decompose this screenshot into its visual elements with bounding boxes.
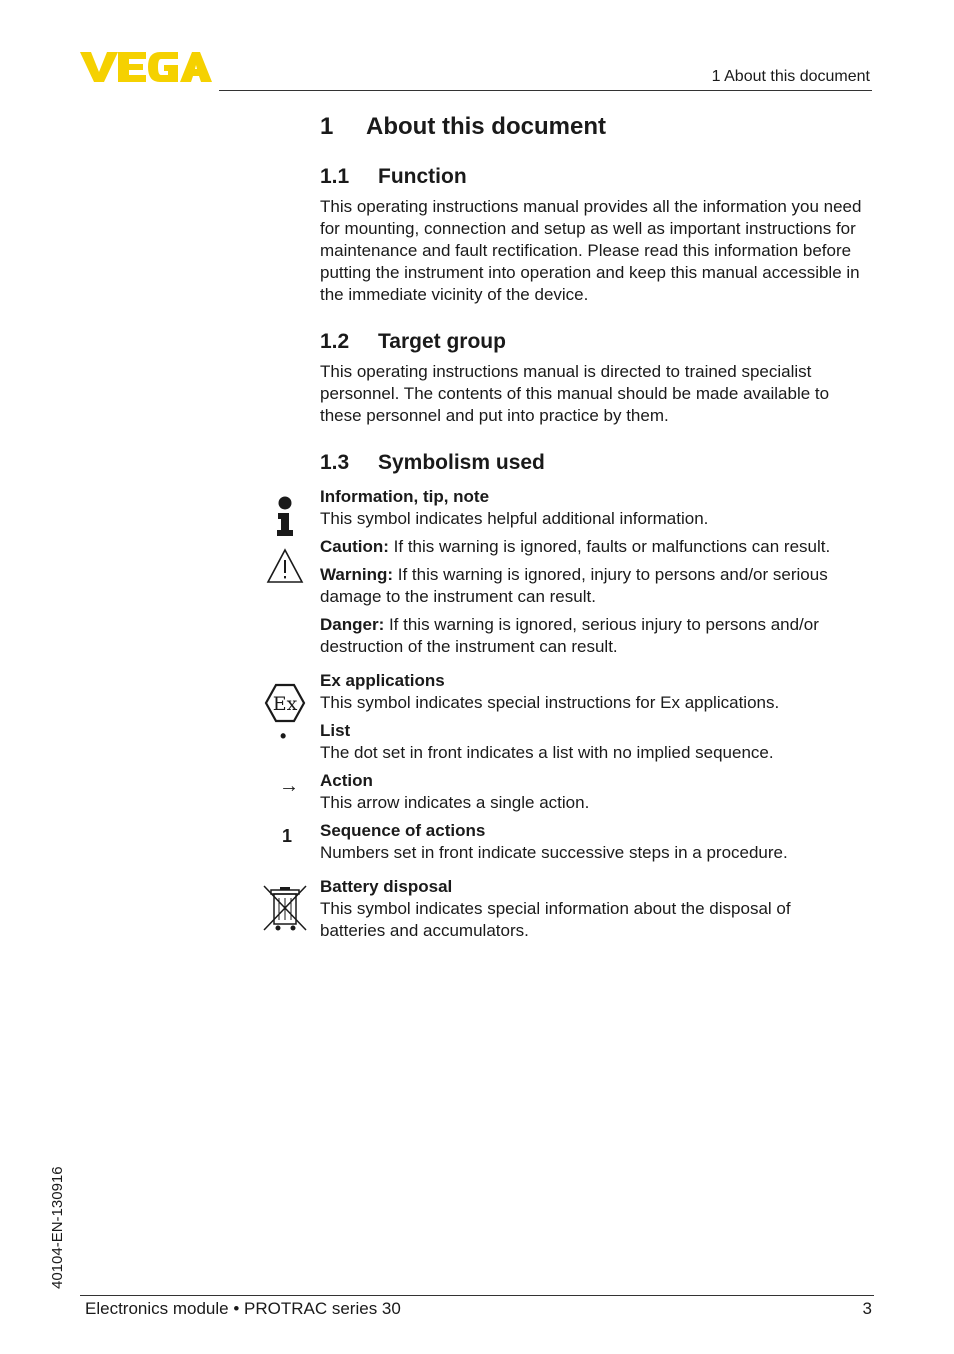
ex-icon (264, 683, 306, 723)
symbol-action: Action This arrow indicates a single action. (320, 771, 590, 812)
symbol-warning: Warning: If this warning is ignored, injury to persons and/or serious damage to the instrument can result. (320, 565, 828, 606)
section-heading: 1.3 Symbolism used (320, 451, 545, 474)
footer-product: Electronics module • PROTRAC series 30 (85, 1299, 401, 1318)
main-content (320, 112, 880, 948)
section-heading: 1.1 Function (320, 165, 467, 188)
info-icon (274, 496, 296, 538)
document-id: 40104-EN-130916 (49, 1166, 66, 1289)
chapter-number: 1 (320, 113, 334, 140)
footer-rule (80, 1295, 874, 1296)
page-number: 3 (862, 1299, 872, 1318)
warning-triangle-icon (266, 548, 304, 584)
symbol-ex: Ex applications This symbol indicates special instructions for Ex applications. (320, 671, 780, 712)
running-header: 1 About this document (711, 68, 870, 85)
symbol-caution: Caution: If this warning is ignored, faults or malfunctions can result. (320, 537, 831, 556)
arrow-icon: → (279, 775, 299, 797)
battery-disposal-icon (262, 884, 308, 934)
symbol-battery: Battery disposal This symbol indicates special information about the disposal of batteries and accumulators. (320, 877, 791, 940)
section-text: This operating instructions manual is directed to trained specialist personnel. The contents of this manual should be made available to these personnel and put into practice by them. (320, 362, 830, 425)
svg-text:Ex: Ex (272, 693, 298, 715)
sequence-number: 1 (282, 826, 293, 846)
symbol-info: Information, tip, note This symbol indicates helpful additional information. (320, 487, 709, 528)
vega-logo (80, 50, 212, 84)
chapter-title: About this document (366, 113, 606, 140)
bullet-icon: • (280, 726, 287, 746)
chapter-heading (320, 112, 880, 142)
header-rule (219, 90, 872, 91)
section-target-group (320, 329, 880, 427)
symbol-sequence: Sequence of actions Numbers set in front indicate successive steps in a procedure. (320, 821, 788, 862)
symbol-danger: Danger: If this warning is ignored, serious injury to persons and/or destruction of the instrument can result. (320, 615, 819, 656)
section-heading: 1.2 Target group (320, 330, 506, 353)
section-symbolism (320, 450, 880, 942)
section-text: This operating instructions manual provides all the information you need for mounting, connection and setup as well as important instructions for maintenance and fault rectification. Please read this information before putting the instrument into operation and keep this manual accessible in the immediate vicinity of the device. (320, 197, 862, 304)
symbol-list: List The dot set in front indicates a list with no implied sequence. (320, 721, 774, 762)
section-function (320, 164, 880, 306)
